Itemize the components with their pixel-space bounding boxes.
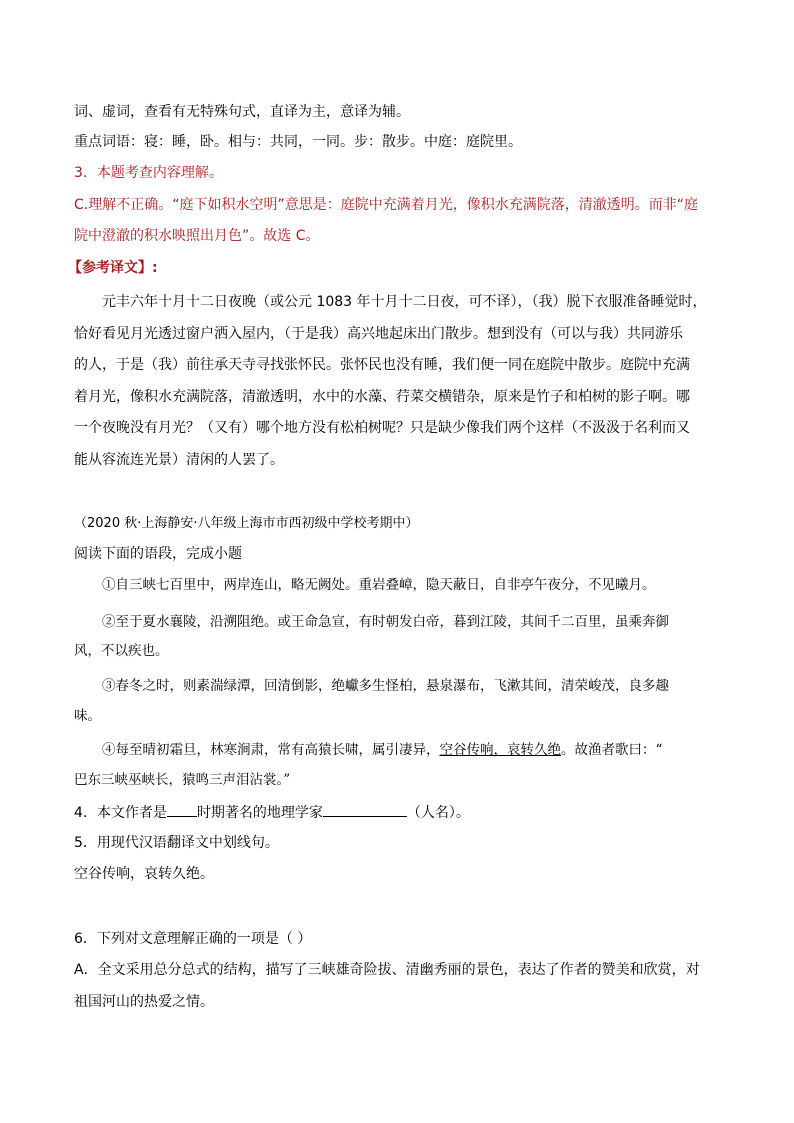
q4-blank-name[interactable] [323,802,407,817]
underlined-sentence: 空谷传响，哀转久绝 [439,742,561,758]
question-4 [74,802,470,823]
q4-blank-era[interactable] [167,802,197,817]
answer-line-1: 词、虚词，查看有无特殊句式，直译为主，意译为辅。 [74,104,410,120]
q6-option-a-line-1: A．全文采用总分总式的结构，描写了三峡雄奇险拔、清幽秀丽的景色，表达了作者的赞美和欣赏，对 [74,962,700,978]
translation-line: 的人，于是（我）前往承天寺寻找张怀民。张怀民也没有睡，我们便一同在庭院中散步。庭院中充满 [74,357,690,373]
question-5: 5．用现代汉语翻译文中划线句。 [74,835,279,851]
q3-explanation-line-2: 院中澄澈的积水映照出月色”。故选 C。 [74,228,320,244]
passage-paragraph-2-line-1: ②至于夏水襄陵，沿溯阻绝。或王命急宣，有时朝发白帝，暮到江陵，其间千二百里，虽乘奔御 [102,614,669,630]
translation-line: 一个夜晚没有月光？（又有）哪个地方没有松柏树呢？只是缺少像我们两个这样（不汲汲于名利而又 [74,420,690,436]
passage-instruction: 阅读下面的语段，完成小题 [74,546,242,562]
passage-paragraph-4-line-2: 巴东三峡巫峡长，猿鸣三声泪沾裳。” [74,772,291,788]
translation-line: 能从容流连光景）清闲的人罢了。 [74,452,284,468]
q4-text-mid: 时期著名的地理学家 [196,805,323,821]
answer-line-2: 重点词语：寝：睡，卧。相与：共同，一同。步：散步。中庭：庭院里。 [74,134,522,150]
translation-line: 着月光，像积水充满院落，清澈透明，水中的水藻、荇菜交横错杂，原来是竹子和柏树的影子啊。哪 [74,389,690,405]
passage-source: （2020 秋·上海静安·八年级上海市市西初级中学校考期中） [74,516,419,531]
translation-heading: 【参考译文】: [68,260,158,276]
question-6: 6．下列对文意理解正确的一项是（ ） [74,931,312,947]
q3-label: 3．本题考查内容理解。 [74,165,223,181]
passage-paragraph-1: ①自三峡七百里中，两岸连山，略无阙处。重岩叠嶂，隐天蔽日，自非亭午夜分，不见曦月。 [102,577,656,593]
paragraph-4-text-end: 。故渔者歌曰：“ [561,742,663,758]
passage-paragraph-4-line-1 [102,740,662,760]
passage-paragraph-3-line-2: 味。 [74,708,101,724]
q4-text: 4．本文作者是 [74,805,167,821]
q4-text-end: （人名）。 [406,805,470,821]
translation-line: 元丰六年十月十二日夜晚（或公元 1083 年十月十二日夜，可不译），（我）脱下衣服准备睡觉时， [102,294,707,310]
paragraph-4-text: ④每至晴初霜旦，林寒涧肃，常有高猿长啸，属引凄异， [102,742,440,758]
passage-paragraph-3-line-1: ③春冬之时，则素湍绿潭，回清倒影，绝巘多生怪柏，悬泉瀑布，飞漱其间，清荣峻茂，良多趣 [102,678,669,694]
translation-line: 恰好看见月光透过窗户洒入屋内，（于是我）高兴地起床出门散步。想到没有（可以与我）共同游乐 [74,326,683,342]
q6-option-a-line-2: 祖国河山的热爱之情。 [74,994,214,1010]
q3-explanation-line-1: C.理解不正确。“庭下如积水空明”意思是：庭院中充满着月光，像积水充满院落，清澈透明。而非“庭 [74,197,698,213]
passage-paragraph-2-line-2: 风，不以疾也。 [74,643,169,659]
q5-sentence: 空谷传响，哀转久绝。 [74,866,214,882]
